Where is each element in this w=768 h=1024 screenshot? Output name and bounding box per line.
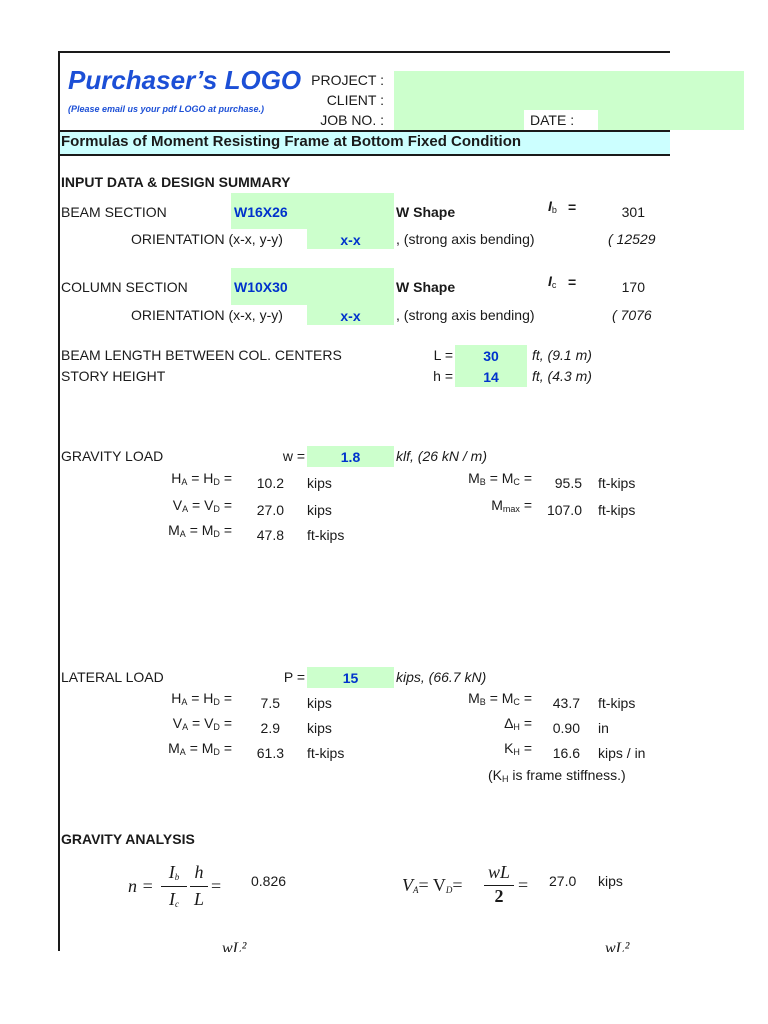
grav-m-formula bbox=[120, 522, 232, 542]
lat-v-eq: = bbox=[223, 715, 232, 731]
lat-h-unit: kips bbox=[307, 695, 332, 711]
lat-mb-unit: ft-kips bbox=[598, 695, 636, 711]
lat-v-a-sub: A bbox=[182, 722, 189, 732]
n-den-i: I bbox=[169, 889, 175, 909]
n-equals: = bbox=[211, 876, 222, 896]
grav-h-a: H bbox=[171, 470, 182, 486]
grav-m-eq: = bbox=[223, 522, 232, 538]
frame-top-line bbox=[58, 51, 670, 53]
lat-mb-b: M bbox=[468, 690, 480, 706]
L-value: 30 bbox=[483, 348, 499, 364]
grav-mb-formula bbox=[420, 470, 532, 490]
lat-h-a-sub: A bbox=[181, 697, 188, 707]
P-label: P = bbox=[283, 669, 305, 685]
lat-v-unit: kips bbox=[307, 720, 332, 736]
input-heading: INPUT DATA & DESIGN SUMMARY bbox=[61, 174, 291, 190]
grav-mmax-value: 107.0 bbox=[546, 502, 582, 518]
delta-h-sub: H bbox=[513, 722, 520, 732]
grav-h-formula bbox=[120, 470, 232, 490]
client-field[interactable] bbox=[394, 91, 744, 110]
lat-m-value: 61.3 bbox=[256, 745, 284, 761]
L-label: L = bbox=[433, 347, 453, 363]
grav-mb-eq: = bbox=[523, 470, 532, 486]
lat-m-a: M bbox=[168, 740, 180, 756]
beam-orientation-label: ORIENTATION (x-x, y-y) bbox=[131, 231, 283, 247]
grav-h-d-sub: D bbox=[213, 477, 220, 487]
ib-equals: = bbox=[568, 199, 577, 215]
ic-subscript: c bbox=[551, 280, 557, 290]
column-orientation-value: x-x bbox=[340, 308, 361, 324]
n-num-i: I bbox=[168, 862, 175, 882]
lat-m-d: = M bbox=[189, 740, 214, 756]
page-title: Formulas of Moment Resisting Frame at Bottom Fixed Condition bbox=[61, 133, 522, 150]
grav-v-d-sub: D bbox=[213, 504, 220, 514]
v-lhs-a: V bbox=[402, 875, 413, 895]
ib-subscript: b bbox=[551, 205, 557, 215]
gravity-load-label: GRAVITY LOAD bbox=[61, 448, 164, 464]
kh-formula bbox=[420, 740, 532, 760]
kh-note-pre: (K bbox=[488, 767, 502, 783]
kh-value: 16.6 bbox=[552, 745, 580, 761]
kh-unit: kips / in bbox=[598, 745, 646, 761]
project-field[interactable] bbox=[394, 71, 744, 91]
v-lhs-a-sub: A bbox=[413, 885, 419, 895]
grav-h-value: 10.2 bbox=[256, 475, 284, 491]
ic-equals: = bbox=[568, 274, 577, 290]
grav-m-value: 47.8 bbox=[256, 527, 284, 543]
lat-mb-b-sub: B bbox=[479, 697, 486, 707]
grav-m-a: M bbox=[168, 522, 180, 538]
lat-mb-c-sub: C bbox=[513, 697, 520, 707]
w-unit: klf, (26 kN / m) bbox=[396, 448, 488, 464]
ic-label bbox=[548, 273, 556, 293]
grav-mmax-sub: max bbox=[502, 504, 520, 514]
v-numerator: wL bbox=[487, 862, 511, 882]
lat-m-a-sub: A bbox=[179, 747, 186, 757]
column-section-value: W10X30 bbox=[234, 279, 288, 295]
date-field[interactable] bbox=[598, 110, 744, 130]
n-fraction-line-1 bbox=[161, 886, 187, 887]
grav-mmax-formula bbox=[420, 497, 532, 517]
project-label: PROJECT : bbox=[311, 72, 384, 88]
grav-v-a: V bbox=[172, 497, 183, 513]
ib-label bbox=[548, 198, 557, 218]
w-label: w = bbox=[282, 448, 305, 464]
lat-m-eq: = bbox=[223, 740, 232, 756]
ic-symbol: I bbox=[548, 273, 552, 289]
grav-v-formula bbox=[120, 497, 232, 517]
lat-h-d: = H bbox=[191, 690, 214, 706]
grav-v-unit: kips bbox=[307, 502, 332, 518]
n-num-i-sub: b bbox=[174, 872, 180, 882]
v-formula-lhs bbox=[402, 875, 462, 900]
lateral-load-label: LATERAL LOAD bbox=[61, 669, 164, 685]
n-numerator-ib bbox=[160, 862, 188, 887]
lat-v-a: V bbox=[172, 715, 183, 731]
lat-h-eq: = bbox=[223, 690, 232, 706]
grav-v-value: 27.0 bbox=[256, 502, 284, 518]
grav-m-a-sub: A bbox=[179, 529, 186, 539]
grav-h-eq: = bbox=[223, 470, 232, 486]
ib-symbol: I bbox=[548, 198, 552, 214]
kh-eq: = bbox=[523, 740, 532, 756]
h-value: 14 bbox=[483, 369, 499, 385]
grav-mb-b: M bbox=[468, 470, 480, 486]
beam-orientation-value: x-x bbox=[340, 232, 361, 248]
grav-h-a-sub: A bbox=[181, 477, 188, 487]
lat-mb-eq: = bbox=[523, 690, 532, 706]
kh-note-sub: H bbox=[502, 774, 509, 784]
grav-m-d: = M bbox=[189, 522, 214, 538]
grav-mb-b-sub: B bbox=[479, 477, 486, 487]
h-unit: ft, (4.3 m) bbox=[532, 368, 592, 384]
column-orientation-note: , (strong axis bending) bbox=[396, 307, 535, 323]
client-label: CLIENT : bbox=[326, 92, 384, 108]
delta-h-unit: in bbox=[598, 720, 609, 736]
purchaser-logo: Purchaser’s LOGO bbox=[68, 65, 302, 95]
ic-value: 170 bbox=[621, 279, 645, 295]
grav-v-a-sub: A bbox=[182, 504, 189, 514]
column-metric: ( 7076 bbox=[612, 307, 652, 323]
P-value: 15 bbox=[342, 670, 359, 686]
beam-metric: ( 12529 bbox=[608, 231, 656, 247]
grav-v-d: = V bbox=[192, 497, 214, 513]
lat-v-value: 2.9 bbox=[260, 720, 280, 736]
lat-h-value: 7.5 bbox=[260, 695, 280, 711]
grav-h-d: = H bbox=[191, 470, 214, 486]
ib-value: 301 bbox=[621, 204, 645, 220]
lat-h-d-sub: D bbox=[213, 697, 220, 707]
delta-h-eq: = bbox=[523, 715, 532, 731]
grav-mb-c-sub: C bbox=[513, 477, 520, 487]
cut-formula-left: wL² bbox=[222, 940, 247, 952]
lat-v-d-sub: D bbox=[213, 722, 220, 732]
v-eq-1: = bbox=[452, 875, 463, 895]
cutoff-clip bbox=[0, 938, 768, 952]
kh-sub: H bbox=[513, 747, 520, 757]
n-denominator-L: L bbox=[193, 889, 204, 909]
v-lhs-d-sub: D bbox=[445, 885, 453, 895]
beam-shape: W Shape bbox=[396, 204, 456, 220]
delta-h-symbol: Δ bbox=[504, 715, 514, 731]
n-lhs: n = bbox=[128, 876, 154, 896]
grav-mb-c: = M bbox=[489, 470, 514, 486]
n-numerator-h: h bbox=[194, 862, 204, 882]
gravity-analysis-heading: GRAVITY ANALYSIS bbox=[61, 831, 195, 847]
n-denominator-ic bbox=[160, 889, 188, 914]
beam-section-value: W16X26 bbox=[234, 204, 288, 220]
grav-h-unit: kips bbox=[307, 475, 332, 491]
lat-mb-c: = M bbox=[489, 690, 514, 706]
n-value: 0.826 bbox=[251, 873, 287, 889]
grav-m-d-sub: D bbox=[213, 529, 220, 539]
delta-h-value: 0.90 bbox=[552, 720, 580, 736]
v-value: 27.0 bbox=[549, 873, 577, 889]
lat-v-d: = V bbox=[192, 715, 214, 731]
beam-length-label: BEAM LENGTH BETWEEN COL. CENTERS bbox=[61, 347, 342, 363]
v-unit: kips bbox=[598, 873, 623, 889]
kh-symbol: K bbox=[504, 740, 514, 756]
date-label: DATE : bbox=[530, 112, 575, 128]
grav-m-unit: ft-kips bbox=[307, 527, 345, 543]
kh-note bbox=[488, 767, 626, 787]
n-den-i-sub: c bbox=[175, 899, 179, 909]
lat-h-a: H bbox=[171, 690, 182, 706]
grav-mb-unit: ft-kips bbox=[598, 475, 636, 491]
lat-mb-value: 43.7 bbox=[552, 695, 580, 711]
column-orientation-label: ORIENTATION (x-x, y-y) bbox=[131, 307, 283, 323]
lat-m-unit: ft-kips bbox=[307, 745, 345, 761]
grav-mmax-eq: = bbox=[523, 497, 532, 513]
lat-m-formula bbox=[120, 740, 232, 760]
frame-left-line bbox=[58, 51, 60, 951]
P-unit: kips, (66.7 kN) bbox=[396, 669, 487, 685]
column-shape: W Shape bbox=[396, 279, 456, 295]
lat-v-formula bbox=[120, 715, 232, 735]
story-height-label: STORY HEIGHT bbox=[61, 368, 166, 384]
n-fraction-line-2 bbox=[190, 886, 208, 887]
lat-m-d-sub: D bbox=[213, 747, 220, 757]
L-unit: ft, (9.1 m) bbox=[532, 347, 592, 363]
w-value: 1.8 bbox=[340, 449, 361, 465]
delta-h-formula bbox=[420, 715, 532, 735]
v-equals: = bbox=[518, 875, 529, 895]
lat-mb-formula bbox=[420, 690, 532, 710]
job-field[interactable] bbox=[394, 110, 524, 130]
lat-h-formula bbox=[120, 690, 232, 710]
cut-formula-right: wL² bbox=[605, 940, 630, 952]
job-label: JOB NO. : bbox=[320, 112, 384, 128]
grav-v-eq: = bbox=[223, 497, 232, 513]
grav-mmax-m: M bbox=[491, 497, 503, 513]
h-label: h = bbox=[433, 368, 453, 384]
column-section-label: COLUMN SECTION bbox=[61, 279, 188, 295]
v-denominator: 2 bbox=[494, 886, 504, 906]
beam-section-label: BEAM SECTION bbox=[61, 204, 167, 220]
kh-note-post: is frame stiffness.) bbox=[508, 767, 626, 783]
v-lhs-mid: = V bbox=[418, 875, 446, 895]
grav-mb-value: 95.5 bbox=[554, 475, 582, 491]
logo-note: (Please email us your pdf LOGO at purchase.) bbox=[68, 104, 265, 114]
beam-orientation-note: , (strong axis bending) bbox=[396, 231, 535, 247]
grav-mmax-unit: ft-kips bbox=[598, 502, 636, 518]
